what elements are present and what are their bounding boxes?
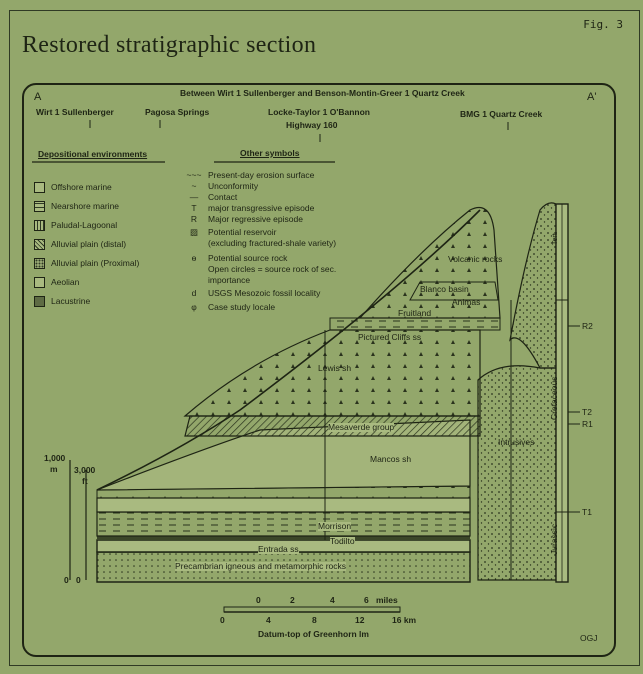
scale-ft-value: 3,000 xyxy=(74,465,96,475)
label-intrusives: Intrusives xyxy=(498,437,535,447)
scale-km-16: 16 km xyxy=(392,615,417,625)
scale-mi-6: 6 xyxy=(364,595,369,605)
label-precambrian: Precambrian igneous and metamorphic rocks xyxy=(175,561,347,571)
symbol-item: φ Case study locale xyxy=(191,302,276,312)
scale-km-12: 12 xyxy=(355,615,365,625)
scale-mi-unit: miles xyxy=(376,595,398,605)
scale-km-4: 4 xyxy=(266,615,271,625)
scale-km-8: 8 xyxy=(312,615,317,625)
scale-mi-4: 4 xyxy=(330,595,335,605)
scale-ft-unit: ft xyxy=(82,476,88,486)
legend-item: Lacustrine xyxy=(34,294,90,308)
scale-zero-ft: 0 xyxy=(76,575,81,585)
volcanic-peak xyxy=(510,203,556,368)
morrison-layer xyxy=(97,512,470,536)
label-todilto: Todilto xyxy=(330,536,355,546)
scale-km-0: 0 xyxy=(220,615,225,625)
well-pagosa: Pagosa Springs xyxy=(145,107,210,117)
label-tertiary: Tert. xyxy=(552,231,559,245)
symbol-item: — Contact xyxy=(189,192,238,202)
horizontal-scale-bar xyxy=(224,607,400,612)
well-highway: Highway 160 xyxy=(286,120,338,130)
well-wirt: Wirt 1 Sullenberger xyxy=(36,107,114,117)
endpoint-a: A xyxy=(34,91,42,103)
marker-r1: R1 xyxy=(582,419,593,429)
label-volcanic: Volcanic rocks xyxy=(448,254,503,264)
symbol-item: (excluding fractured-shale variety) xyxy=(208,238,337,248)
figure-title: Restored stratigraphic section xyxy=(22,32,317,58)
label-mesaverde: Mesaverde group xyxy=(328,422,395,432)
label-mancos: Mancos sh xyxy=(370,454,412,464)
well-locke: Locke-Taylor 1 O'Bannon xyxy=(268,107,370,117)
symbol-item: d USGS Mesozoic fossil locality xyxy=(191,288,321,298)
lewis-layer xyxy=(185,330,480,416)
label-pictured-cliffs: Pictured Cliffs ss xyxy=(358,332,422,342)
legend-heading: Depositional environments xyxy=(38,149,148,159)
well-bmg: BMG 1 Quartz Creek xyxy=(460,109,543,119)
legend-item: Paludal-Lagoonal xyxy=(34,218,117,232)
dakota-layer xyxy=(97,498,470,512)
symbol-item: ~ Unconformity xyxy=(191,181,259,191)
intrusives-body xyxy=(478,366,556,580)
symbol-item: T major transgressive episode xyxy=(191,203,315,213)
scale-mi-0: 0 xyxy=(256,595,261,605)
symbol-item: R Major regressive episode xyxy=(190,214,303,224)
scale-m-unit: m xyxy=(50,464,58,474)
symbol-item: importance xyxy=(208,275,251,285)
marker-r2: R2 xyxy=(582,321,593,331)
scale-mi-2: 2 xyxy=(290,595,295,605)
figure-number: Fig. 3 xyxy=(583,18,623,31)
marker-t1: T1 xyxy=(582,507,592,517)
label-lewis: Lewis sh xyxy=(318,363,352,373)
symbols-heading: Other symbols xyxy=(240,148,300,158)
source-code: OGJ xyxy=(580,633,598,643)
label-animas: Animas xyxy=(452,297,481,307)
legend-item: Aeolian xyxy=(34,275,79,289)
symbol-item: Open circles = source rock of sec. xyxy=(208,264,337,274)
label-entrada: Entrada ss xyxy=(258,544,299,554)
label-fruitland: Fruitland xyxy=(398,308,432,318)
marker-t2: T2 xyxy=(582,407,592,417)
label-blanco: Blanco basin xyxy=(420,284,469,294)
scale-m-value: 1,000 xyxy=(44,453,66,463)
symbol-item: ~~~ Present-day erosion surface xyxy=(186,170,315,180)
endpoint-a-prime: A' xyxy=(587,91,597,103)
section-header: Between Wirt 1 Sullenberger and Benson-Montin-Greer 1 Quartz Creek xyxy=(180,88,465,98)
symbol-item: ▨ Potential reservoir xyxy=(189,227,277,237)
label-cretaceous: Cretaceous xyxy=(549,376,559,420)
symbol-item: ɵ Potential source rock xyxy=(191,253,288,263)
legend-item: Nearshore marine xyxy=(34,199,119,213)
label-jurassic: Jurassic xyxy=(549,523,559,555)
datum-label: Datum-top of Greenhorn lm xyxy=(258,629,369,639)
legend-item: Alluvial plain (Proximal) xyxy=(34,256,139,270)
scale-zero: 0 xyxy=(64,575,69,585)
legend-item: Alluvial plain (distal) xyxy=(34,237,126,251)
legend-item: Offshore marine xyxy=(34,180,112,194)
label-morrison: Morrison xyxy=(318,521,352,531)
